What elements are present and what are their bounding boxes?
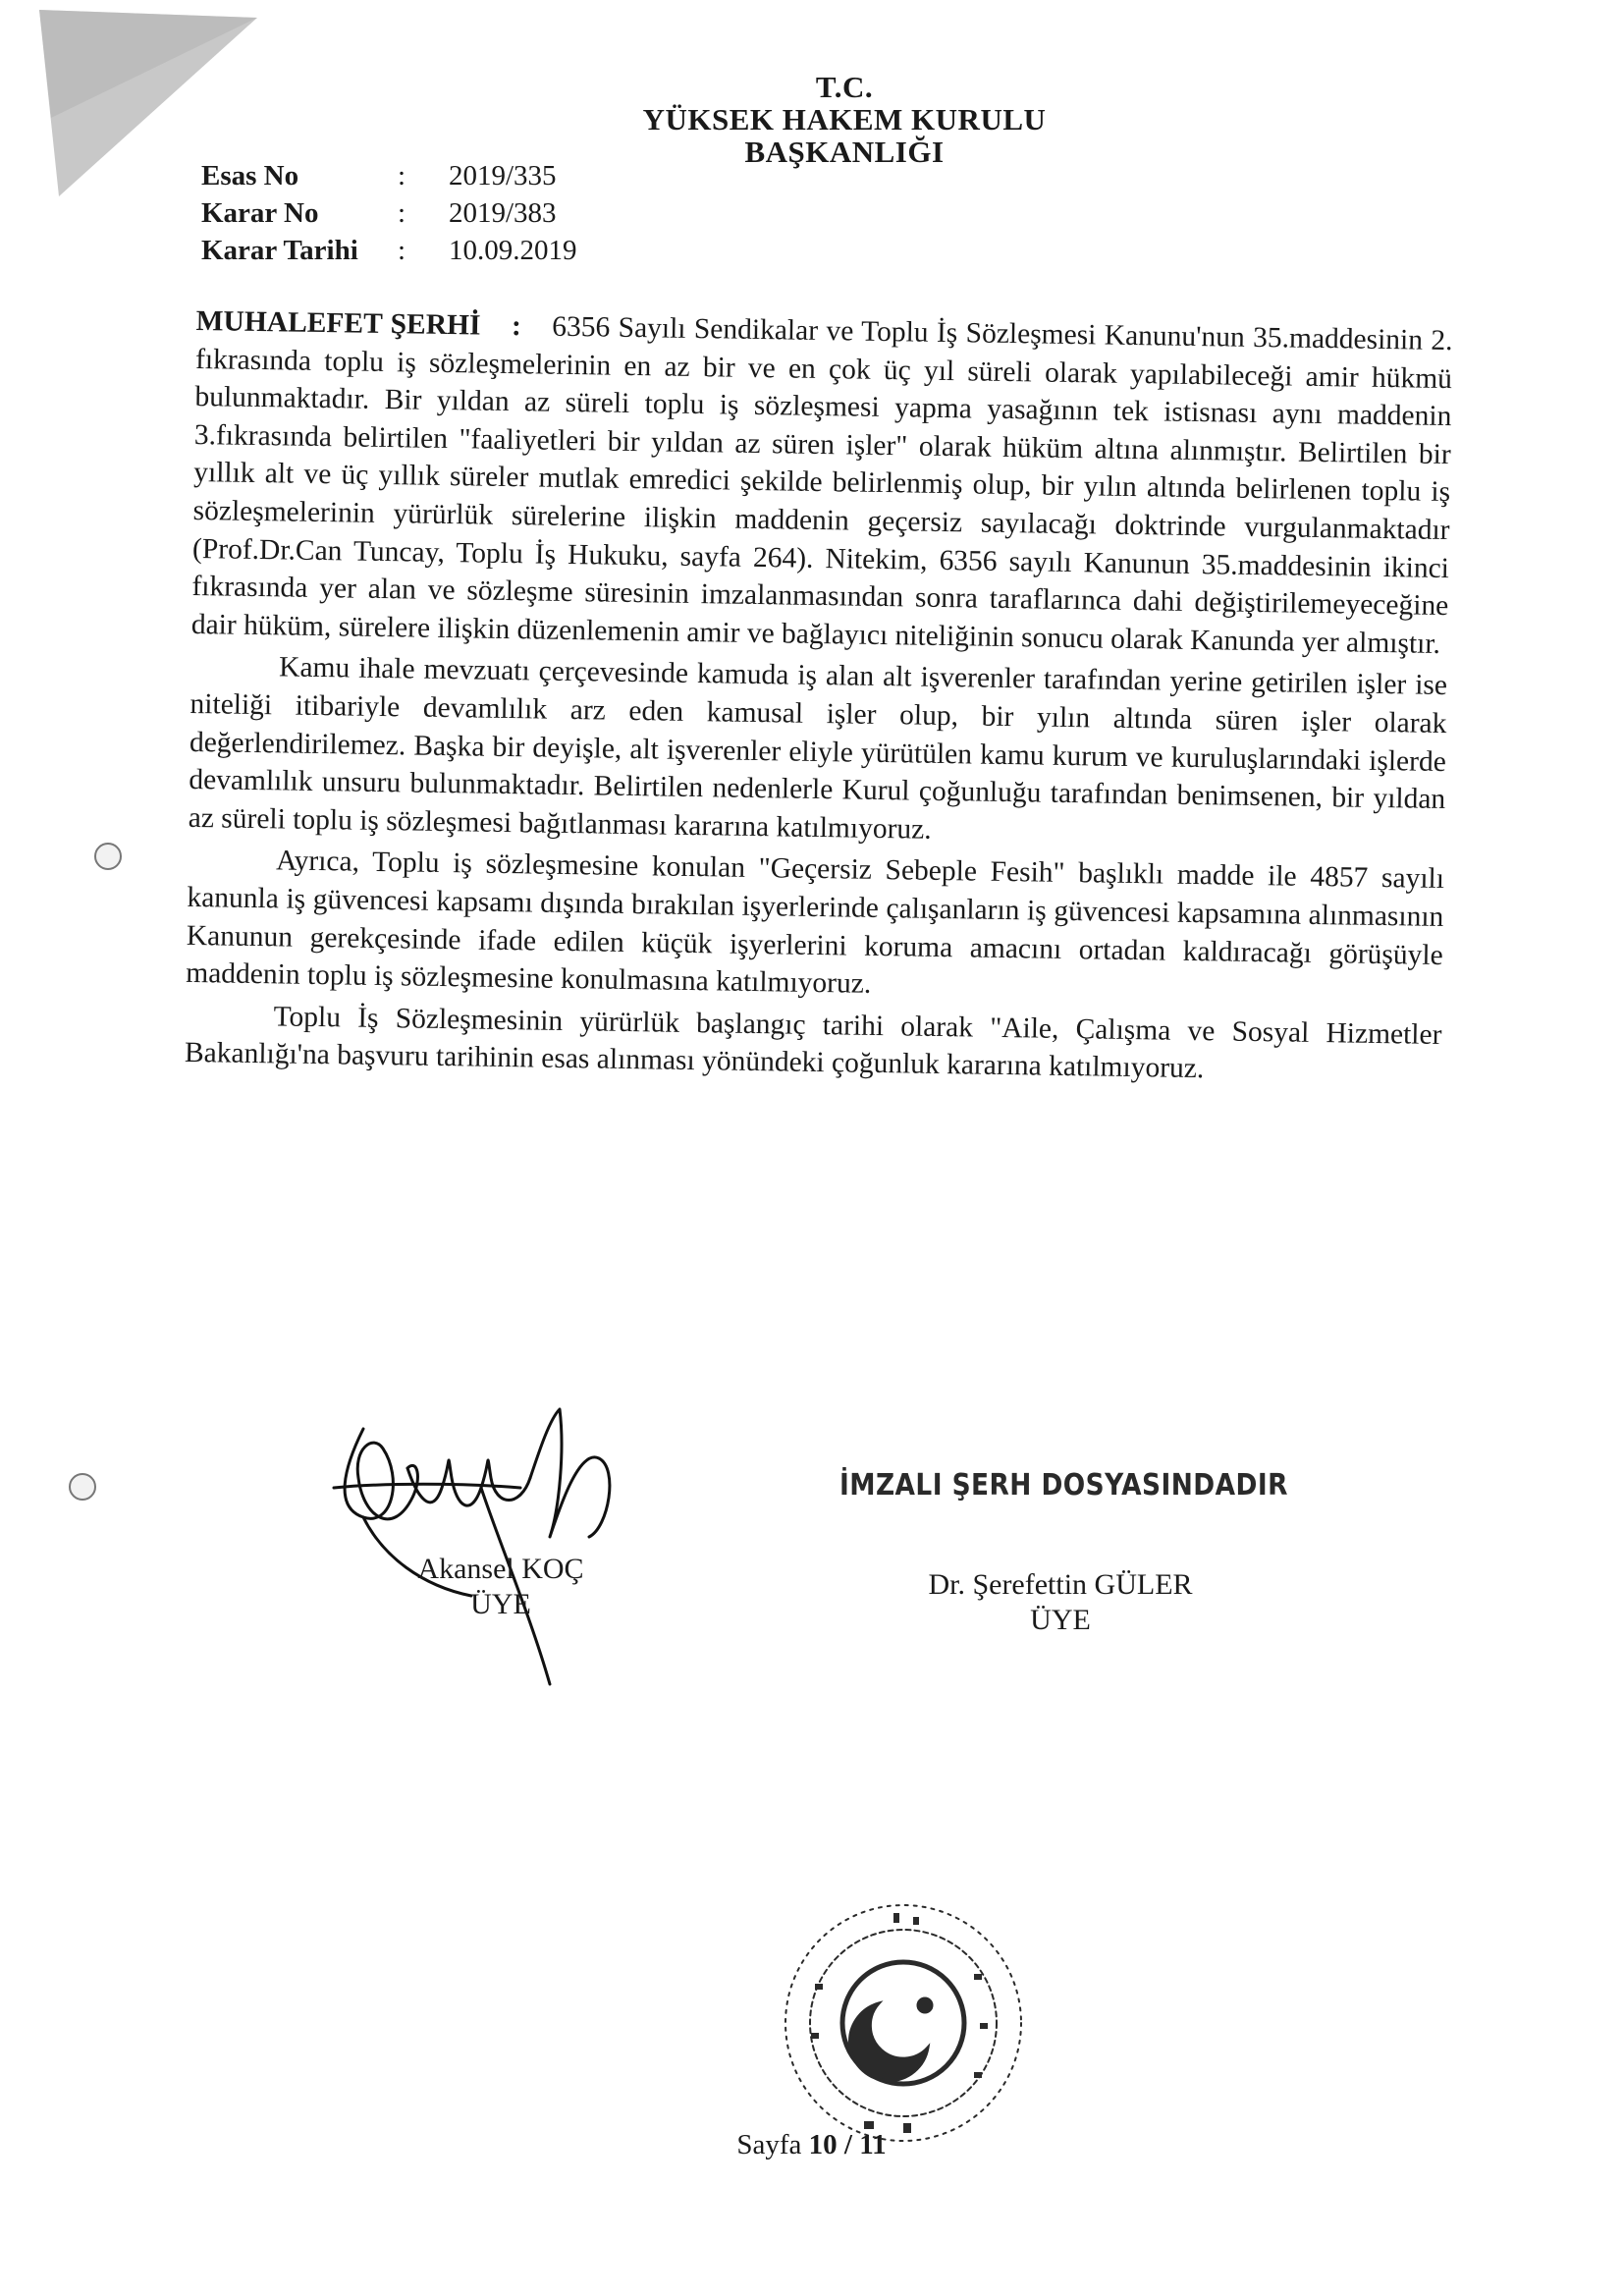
page-number: 10 / 11 — [808, 2129, 887, 2160]
official-seal — [756, 1876, 1051, 2170]
signatory-left — [383, 1552, 619, 1622]
document-header — [609, 71, 1080, 168]
meta-value: 2019/383 — [449, 197, 557, 229]
meta-colon: : — [398, 160, 406, 191]
paragraph-3: Ayrıca, Toplu iş sözleşmesine konulan "Geçersiz Sebeple Fesih" başlıklı madde ile 4857 sayılı kanunla iş güvencesi kapsamı dışında bırakılan işyerlerinde çalışanların iş güvencesi kapsamına alınmasının Kanunun gerekçesinde ifade edilen küçük işyerlerini koruma amacını ortadan kaldıracağı görüşüyle maddenin toplu iş sözleşmesine konulmasına katılmıyoruz. — [186, 845, 1445, 1000]
paragraph-1 — [191, 302, 1453, 663]
header-line-presidency: BAŞKANLIĞI — [744, 135, 945, 169]
dissent-label: MUHALEFET ŞERHİ — [195, 304, 481, 342]
signatory-right — [884, 1567, 1237, 1638]
header-line-tc: T.C. — [815, 70, 874, 104]
punch-hole-upper — [94, 843, 122, 870]
case-metadata — [201, 157, 577, 269]
paragraph-2: Kamu ihale mevzuatı çerçevesinde kamuda iş alan alt işverenler tarafından yerine getirilen işler ise niteliği itibariyle devamlılık arz eden kamusal işler olup, bir yılın altında süren işler olarak değerlendirilemez. Başka bir deyişle, alt işverenler eliyle yürütülen kamu kurum ve kuruluşlarındaki işlerde devamlılık unsuru bulunmaktadır. Belirtilen nedenlerle Kurul çoğunluğu tarafından benimsenen, bir yıldan az süreli toplu iş sözleşmesi bağıtlanması kararına katılmıyoruz. — [188, 651, 1448, 846]
meta-label: Karar Tarihi — [201, 235, 358, 266]
meta-row-esas — [201, 157, 577, 194]
signed-dissent-stamp: İMZALI ŞERH DOSYASINDADIR — [839, 1468, 1288, 1503]
meta-row-tarih — [201, 232, 577, 269]
paragraph-4: Toplu İş Sözleşmesinin yürürlük başlangıç tarihi olarak "Aile, Çalışma ve Sosyal Hizmetler Bakanlığı'na başvuru tarihinin esas alınması yönündeki çoğunluk kararına katılmıyoruz. — [184, 1001, 1442, 1085]
paragraph-1-text: 6356 Sayılı Sendikalar ve Toplu İş Sözleşmesi Kanunu'nun 35.maddesinin 2. fıkrasında toplu iş sözleşmelerinin en az bir ve en çok üç yıl süreli olarak yapılabileceği amir hükmü bulunmaktadır. Bir yıldan az süreli toplu iş sözleşmesi yapma yasağının tek istisnası aynı maddenin 3.fıkrasında belirtilen "faaliyetleri bir yıldan az süren işler" olarak hüküm altına alınmıştır. Belirtilen bir yıllık alt ve üç yıllık süreler mutlak emredici şekilde belirlenmiş olup, bir yılın altında belirlenen toplu iş sözleşmelerinin yürürlük sürelerine ilişkin maddenin geçersiz sayılacağı doktrinde vurgulanmaktadır (Prof.Dr.Can Tuncay, Toplu İş Hukuku, sayfa 264). Nitekim, 6356 sayılı Kanunun 35.maddesinin ikinci fıkrasında yer alan ve sözleşme süresinin imzalanmasından sonra taraflarınca dahi değiştirilemeyeceğine dair hüküm, sürelere ilişkin düzenlemenin amir ve bağlayıcı niteliğinin sonucu olarak Kanunda yer almıştır. — [190, 310, 1453, 660]
dissent-colon: : — [511, 310, 522, 343]
punch-hole-lower — [69, 1473, 96, 1501]
meta-label: Karar No — [201, 197, 319, 229]
meta-colon: : — [398, 197, 406, 229]
page-footer — [0, 2129, 1623, 2161]
signatory-right-name: Dr. Şerefettin GÜLER — [928, 1568, 1193, 1601]
signatory-left-name: Akansel KOÇ — [417, 1553, 584, 1585]
meta-row-karar — [201, 194, 577, 232]
page-label: Sayfa — [736, 2129, 802, 2160]
handwritten-signature — [324, 1390, 658, 1704]
signatory-right-title: ÜYE — [1030, 1604, 1091, 1636]
dissent-body — [185, 302, 1453, 1096]
meta-value: 10.09.2019 — [449, 235, 577, 266]
meta-value: 2019/335 — [449, 160, 557, 191]
meta-label: Esas No — [201, 160, 299, 191]
signatory-left-title: ÜYE — [470, 1588, 531, 1620]
meta-colon: : — [398, 235, 406, 266]
header-line-institution: YÜKSEK HAKEM KURULU — [642, 102, 1047, 137]
